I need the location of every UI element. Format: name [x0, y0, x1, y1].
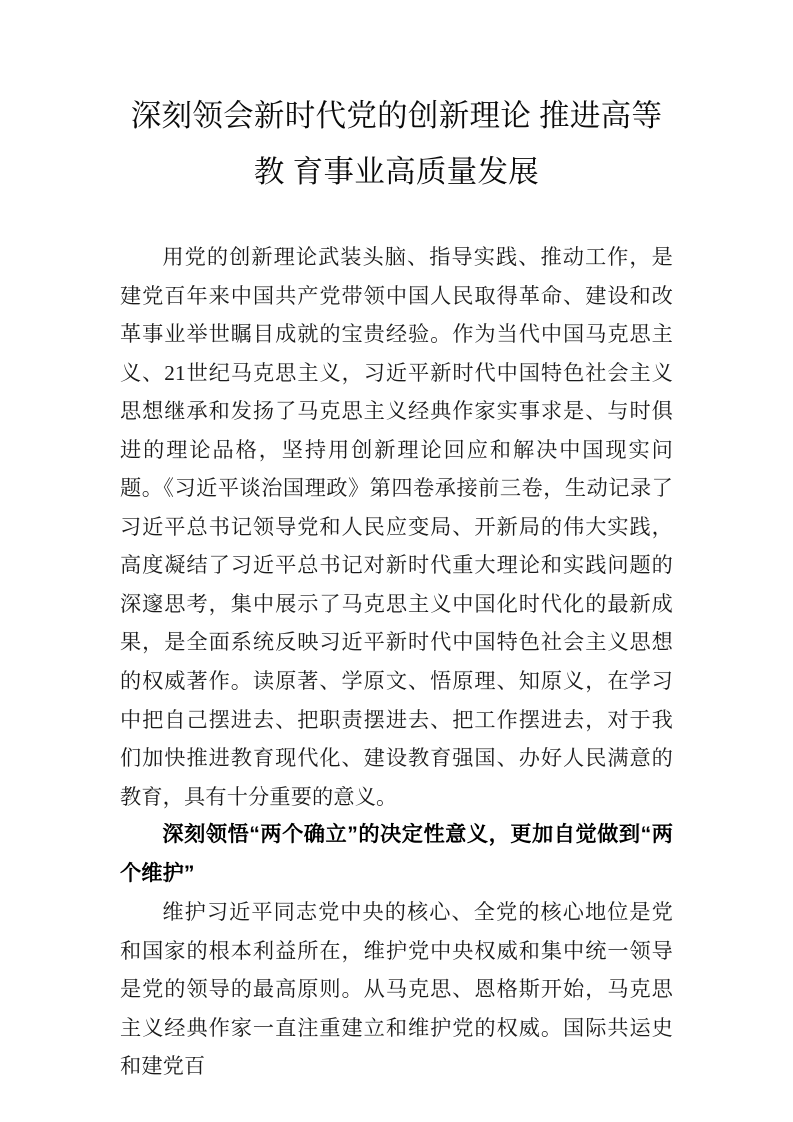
body-paragraph-1: 用党的创新理论武装头脑、指导实践、推动工作，是建党百年来中国共产党带领中国人民取得革命、建设和改革事业举世瞩目成就的宝贵经验。作为当代中国马克思主义、21世纪马克思主义，习近平新时代中国特色社会主义思想继承和发扬了马克思主义经典作家实事求是、与时俱进的理论品格，坚持用创新理论回应和解决中国现实问题。《习近平谈治国理政》第四卷承接前三卷，生动记录了习近平总书记领导党和人民应变局、开新局的伟大实践，高度凝结了习近平总书记对新时代重大理论和实践问题的深邃思考，集中展示了马克思主义中国化时代化的最新成果，是全面系统反映习近平新时代中国特色社会主义思想的权威著作。读原著、学原文、悟原理、知原义，在学习中把自己摆进去、把职责摆进去、把工作摆进去，对于我们加快推进教育现代化、建设教育强国、办好人民满意的教育，具有十分重要的意义。 — [120, 245, 673, 809]
document-body — [120, 200, 673, 1086]
title-line-2: 育事业高质量发展 — [292, 155, 540, 189]
body-paragraph-2: 维护习近平同志党中央的核心、全党的核心地位是党和国家的根本利益所在，维护党中央权威和集中统一领导是党的领导的最高原则。从马克思、恩格斯开始，马克思主义经典作家一直注重建立和维护党的权威。国际共运史和建党百 — [120, 900, 673, 1079]
title-line-1: 深刻领会新时代党的创新理论 推进高等教 — [130, 99, 663, 189]
page-title — [120, 0, 673, 200]
page-content — [120, 0, 673, 1086]
section-heading-1: 深刻领悟“两个确立”的决定性意义，更加自觉做到“两个维护” — [120, 823, 673, 885]
